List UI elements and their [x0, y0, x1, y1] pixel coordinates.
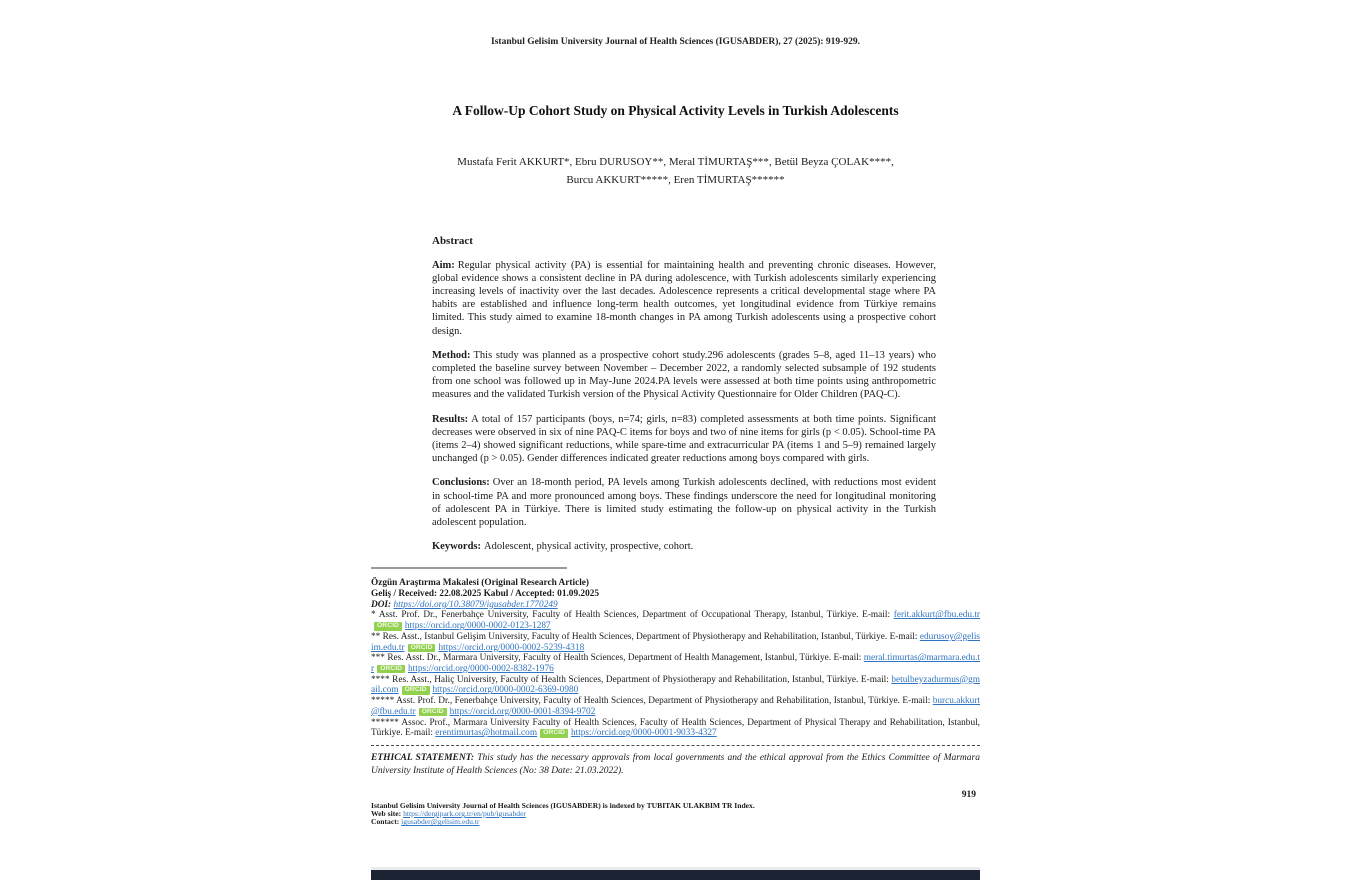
affiliation-1-email-link[interactable]: ferit.akkurt@fbu.edu.tr [893, 610, 980, 621]
orcid-badge[interactable]: ORCID [408, 644, 436, 653]
contact-email-link[interactable]: igusabder@gelisim.edu.tr [401, 817, 480, 827]
affiliation-note-2 [371, 632, 980, 653]
affiliation-6-orcid-link[interactable]: https://orcid.org/0000-0001-9033-4327 [570, 728, 717, 739]
orcid-badge[interactable]: ORCID [402, 686, 430, 695]
next-page-edge-bar [371, 870, 980, 880]
affiliation-3-text: *** Res. Asst. Dr., Marmara University, Faculty of Health Sciences, Department of Health Management, Istanbul, Türkiye. E-mail: [371, 653, 862, 664]
affiliation-2-orcid-link[interactable]: https://orcid.org/0000-0002-5239-4318 [438, 642, 585, 653]
orcid-badge[interactable]: ORCID [374, 622, 402, 631]
affiliation-4-email-link[interactable]: betulbeyzadurmus@gmail.com [371, 674, 980, 696]
footnote-separator-line [371, 567, 567, 569]
conclusions-label: Conclusions: [432, 477, 490, 489]
affiliation-3-orcid-link[interactable]: https://orcid.org/0000-0002-8382-1976 [408, 663, 554, 674]
keywords-text: Adolescent, physical activity, prospective, cohort. [484, 541, 694, 553]
affiliation-2-email-link[interactable]: edurusoy@gelisim.edu.tr [371, 631, 981, 653]
page-number: 919 [961, 789, 976, 800]
orcid-badge[interactable]: ORCID [540, 729, 568, 738]
affiliation-4-orcid-link[interactable]: https://orcid.org/0000-0002-6369-0980 [432, 685, 579, 696]
affiliation-5-text: ***** Asst. Prof. Dr., Fenerbahçe University, Faculty of Health Sciences, Department of Physiotherapy and Rehabilitation, Istanbul, Türkiye. E-mail: [371, 696, 931, 707]
results-label: Results: [432, 413, 469, 425]
orcid-badge[interactable]: ORCID [377, 665, 405, 674]
article-page [371, 0, 980, 880]
affiliation-note-5 [371, 696, 980, 717]
affiliation-5-email-link[interactable]: burcu.akkurt@fbu.edu.tr [371, 696, 980, 717]
received-accepted-line: Geliş / Received: 22.08.2025 Kabul / Accepted: 01.09.2025 [371, 589, 600, 600]
abstract-results-paragraph [432, 413, 936, 466]
affiliation-note-1 [371, 610, 980, 631]
doi-link[interactable]: https://doi.org/10.38079/igusabder.1770249 [393, 599, 558, 610]
footer-index-line: Istanbul Gelisim University Journal of Health Sciences (IGUSABDER) is indexed by TUBITAK ULAKBIM TR Index. [371, 800, 755, 810]
abstract-heading: Abstract [432, 234, 473, 247]
affiliation-note-3 [371, 653, 980, 674]
website-label: Web site: [371, 809, 402, 819]
authors-line-2: Burcu AKKURT*****, Eren TİMURTAŞ****** [566, 173, 785, 186]
ethical-separator-line [371, 745, 980, 746]
affiliation-6-email-link[interactable]: erentimurtas@hotmail.com [435, 728, 538, 739]
conclusions-text: Over an 18-month period, PA levels among Turkish adolescents declined, with reductions most evident in school-time PA and more pronounced among boys. These findings underscore the need for longitudinal monitoring of adolescent PA in Türkiye. There is limited study estimating the follow-up on physical activity in the Turkish adolescent population. [432, 477, 936, 528]
authors-line-1: Mustafa Ferit AKKURT*, Ebru DURUSOY**, Meral TİMURTAŞ***, Betül Beyza ÇOLAK****, [457, 155, 894, 168]
keywords-label: Keywords: [432, 541, 481, 553]
footnotes-block [371, 578, 980, 739]
doi-line [371, 600, 980, 611]
ethical-statement-text: This study has the necessary approvals from local governments and the ethical approval from the Ethics Committee of Marmara University Institute of Health Sciences (No: 38 Date: 21.03.2022). [371, 752, 980, 776]
orcid-badge[interactable]: ORCID [419, 708, 447, 717]
method-text: This study was planned as a prospective cohort study.296 adolescents (grades 5–8, aged 11–13 years) who completed the baseline survey between November – December 2022, a randomly selected subsample of 192 students from one school was followed up in May-June 2024.PA levels were assessed at both time points using anthropometric measures and the validated Turkish version of the Physical Activity Questionnaire for Older Children (PAQ-C). [432, 349, 936, 401]
article-type-line: Özgün Araştırma Makalesi (Original Research Article) [371, 578, 590, 589]
website-link[interactable]: https://dergipark.org.tr/en/pub/igusabder [403, 809, 526, 819]
method-label: Method: [432, 349, 471, 361]
doi-label: DOI: [371, 599, 392, 610]
affiliation-3-email-link[interactable]: meral.timurtas@marmara.edu.tr [371, 653, 981, 674]
abstract-aim-paragraph [432, 259, 936, 338]
affiliation-1-text: * Asst. Prof. Dr., Fenerbahçe University, Faculty of Health Sciences, Department of Occupational Therapy, Istanbul, Türkiye. E-mail: [371, 610, 891, 621]
affiliation-4-text: **** Res. Asst., Haliç University, Faculty of Health Sciences, Department of Physiotherapy and Rehabilitation, Istanbul, Türkiye. E-mail: [371, 674, 889, 685]
running-head: Istanbul Gelisim University Journal of Health Sciences (IGUSABDER), 27 (2025): 919-929. [491, 37, 860, 47]
keywords-line [432, 540, 936, 553]
journal-footer [371, 802, 980, 827]
ethical-statement [371, 752, 980, 778]
abstract-conclusions-paragraph [432, 476, 936, 529]
contact-label: Contact: [371, 817, 400, 827]
aim-label: Aim: [432, 259, 455, 271]
ethical-statement-label: ETHICAL STATEMENT: [371, 752, 474, 763]
aim-text: Regular physical activity (PA) is essential for maintaining health and preventing chronic diseases. However, global evidence shows a consistent decline in PA during adolescence, with Turkish adolescents similarly experiencing increasing levels of inactivity over the last decades. Adolescence represents a critical developmental stage where PA habits are established and influence long-term health outcomes, yet longitudinal evidence from Türkiye remains limited. This study aimed to examine 18-month changes in PA among Turkish adolescents using a prospective cohort design. [432, 259, 936, 337]
footer-contact-line [371, 818, 980, 826]
affiliation-5-orcid-link[interactable]: https://orcid.org/0000-0001-8394-9702 [449, 706, 596, 717]
abstract-section [432, 235, 936, 554]
article-title: A Follow-Up Cohort Study on Physical Activity Levels in Turkish Adolescents [452, 103, 899, 118]
results-text: A total of 157 participants (boys, n=74; girls, n=83) completed assessments at both time points. Significant decreases were observed in six of nine PAQ-C items for boys and two of nine items for girls (p < 0.05). School-time PA (items 2–4) showed significant reductions, while spare-time and extracurricular PA (items 1 and 5–9) remained largely unchanged (p > 0.05). Gender differences indicated greater reductions among boys compared with girls. [432, 413, 936, 465]
affiliation-1-orcid-link[interactable]: https://orcid.org/0000-0002-0123-1287 [404, 621, 551, 632]
affiliation-2-text: ** Res. Asst., Istanbul Gelişim University, Faculty of Health Sciences, Department of Physiotherapy and Rehabilitation, Istanbul, Türkiye. E-mail: [371, 631, 918, 642]
affiliation-note-4 [371, 675, 980, 696]
abstract-method-paragraph [432, 349, 936, 402]
affiliation-note-6 [371, 718, 980, 739]
affiliation-6-text: ****** Assoc. Prof., Marmara University Faculty of Health Sciences, Faculty of Health Sciences, Department of Physical Therapy and Rehabilitation, Istanbul, Türkiye. E-mail: [371, 717, 980, 739]
